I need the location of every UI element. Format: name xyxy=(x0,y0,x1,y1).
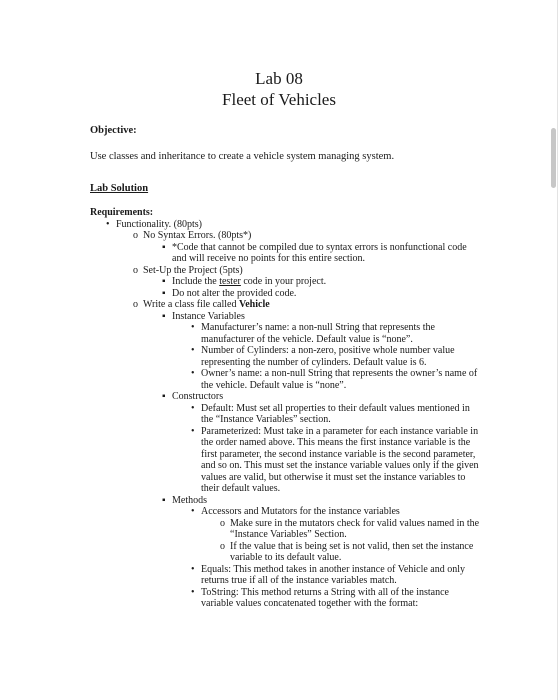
list-item: o If the value that is being set is not valid, then set the instance variable to its default value. xyxy=(220,540,474,563)
list-item: • Number of Cylinders: a non-zero, positive whole number value representing the number of cylinders. Default value is 6. xyxy=(191,345,455,368)
tester-link[interactable]: tester xyxy=(219,276,241,287)
list-item: ▪ Do not alter the provided code. xyxy=(162,287,297,299)
list-item: o No Syntax Errors. (80pts*) ▪ *Code that cannot be compiled due to syntax errors is nonfunctional code and will receive no points for this entire section. xyxy=(116,230,480,265)
list-item: • Parameterized: Must take in a parameter for each instance variable in the order named above. This means the first instance variable is the first parameter, the second instance variable is the second parameter, and so on. This must set the instance variable values only if the given values are valid, but otherwise it must set the instance variables to their default values. xyxy=(191,425,479,494)
vertical-scrollbar[interactable] xyxy=(551,128,556,188)
lab-solution-heading: Lab Solution xyxy=(90,183,149,194)
objective-heading: Objective: xyxy=(90,125,137,136)
objective-text: Use classes and inheritance to create a vehicle system managing system. xyxy=(90,151,395,162)
requirements-list xyxy=(90,219,480,610)
list-item: o Write a class file called Vehicle ▪ Instance Variables • Manufacturer’s name: a non-null String that represents the manufacturer of the vehicle. Default value is “none”. • Number of Cylinders: a non-zero, positive whole number value representing the number of cylinders. Default value is 6. • Owner’s name: a non-null String that represents the owner’s name of the vehicle. Default value is “none”. ▪ Constructors • Default: Must set all properties to their default values mentioned in the “Instance Variables” section. • Parameterized: Must take in a parameter for each instance variable in the order named above. This means the first instance variable is the first parameter, the second instance variable is the second parameter, and so on. This must set the instance variable values only if the given values are valid, but otherwise it must set the instance variables to their default values. ▪ Methods • Accessors and Mutators for the instance variables o Make sure in the mutators check for valid values named in the “Instance Variables” Section. o If the value that is being set is not valid, then set the instance variable to its default value. • Equals: This method takes in another instance of Vehicle and only returns true if all of the instance variables match. • ToString: This method returns a String with all of the instance variable values concatenated together with the format: xyxy=(133,299,480,609)
list-item: • Functionality. (80pts) o No Syntax Errors. (80pts*) ▪ *Code that cannot be compiled due to syntax errors is nonfunctional code and will receive no points for this entire section. o Set-Up the Project (5pts) ▪ Include the tester code in your project. ▪ Do not alter the provided code. o Write a class file called Vehicle ▪ Instance Variables • Manufacturer’s name: a non-null String that represents the manufacturer of the vehicle. Default value is “none”. • Number of Cylinders: a non-zero, positive whole number value representing the number of cylinders. Default value is 6. • Owner’s name: a non-null String that represents the owner’s name of the vehicle. Default value is “none”. ▪ Constructors • Default: Must set all properties to their default values mentioned in the “Instance Variables” section. • Parameterized: Must take in a parameter for each instance variable in the order named above. This means the first instance variable is the first parameter, the second instance variable is the second parameter, and so on. This must set the instance variable values only if the given values are valid, but otherwise it must set the instance variables to their default values. ▪ Methods • Accessors and Mutators for the instance variables o Make sure in the mutators check for valid values named in the “Instance Variables” Section. o If the value that is being set is not valid, then set the instance variable to its default value. • Equals: This method takes in another instance of Vehicle and only returns true if all of the instance variables match. • ToString: This method returns a String with all of the instance variable values concatenated together with the format: xyxy=(106,218,480,609)
list-item: ▪ Include the tester code in your project. xyxy=(162,276,327,287)
list-item: ▪ Constructors • Default: Must set all properties to their default values mentioned in the “Instance Variables” section. • Parameterized: Must take in a parameter for each instance variable in the order named above. This means the first instance variable is the first parameter, the second instance variable is the second parameter, and so on. This must set the instance variable values only if the given values are valid, but otherwise it must set the instance variables to their default values. xyxy=(162,391,479,494)
list-item: o Make sure in the mutators check for valid values named in the “Instance Variables” Section. xyxy=(220,517,480,540)
requirements-section xyxy=(90,207,480,610)
list-item: • Owner’s name: a non-null String that represents the owner’s name of the vehicle. Default value is “none”. xyxy=(191,368,478,391)
list-item: o Set-Up the Project (5pts) ▪ Include the tester code in your project. ▪ Do not alter the provided code. xyxy=(116,265,480,300)
list-item: ▪ Instance Variables • Manufacturer’s name: a non-null String that represents the manufacturer of the vehicle. Default value is “none”. • Number of Cylinders: a non-zero, positive whole number value representing the number of cylinders. Default value is 6. • Owner’s name: a non-null String that represents the owner’s name of the vehicle. Default value is “none”. xyxy=(143,311,480,392)
lab-name-title: Fleet of Vehicles xyxy=(222,90,336,109)
list-item: • Equals: This method takes in another instance of Vehicle and only returns true if all of the instance variables match. xyxy=(191,563,466,586)
list-item: • Accessors and Mutators for the instance variables o Make sure in the mutators check for valid values named in the “Instance Variables” Section. o If the value that is being set is not valid, then set the instance variable to its default value. xyxy=(191,506,480,563)
lab-number-title: Lab 08 xyxy=(255,69,303,88)
list-item: ▪ *Code that cannot be compiled due to syntax errors is nonfunctional code and will receive no points for this entire section. xyxy=(162,241,467,264)
list-item: • Manufacturer’s name: a non-null String that represents the manufacturer of the vehicle. Default value is “none”. xyxy=(191,322,435,345)
list-item: ▪ Methods • Accessors and Mutators for the instance variables o Make sure in the mutators check for valid values named in the “Instance Variables” Section. o If the value that is being set is not valid, then set the instance variable to its default value. • Equals: This method takes in another instance of Vehicle and only returns true if all of the instance variables match. • ToString: This method returns a String with all of the instance variable values concatenated together with the format: xyxy=(162,494,480,609)
list-item: • Default: Must set all properties to their default values mentioned in the “Instance Variables” section. xyxy=(191,402,470,425)
list-item: • ToString: This method returns a String with all of the instance variable values concatenated together with the format: xyxy=(191,586,449,609)
requirements-heading: Requirements: xyxy=(90,207,154,218)
